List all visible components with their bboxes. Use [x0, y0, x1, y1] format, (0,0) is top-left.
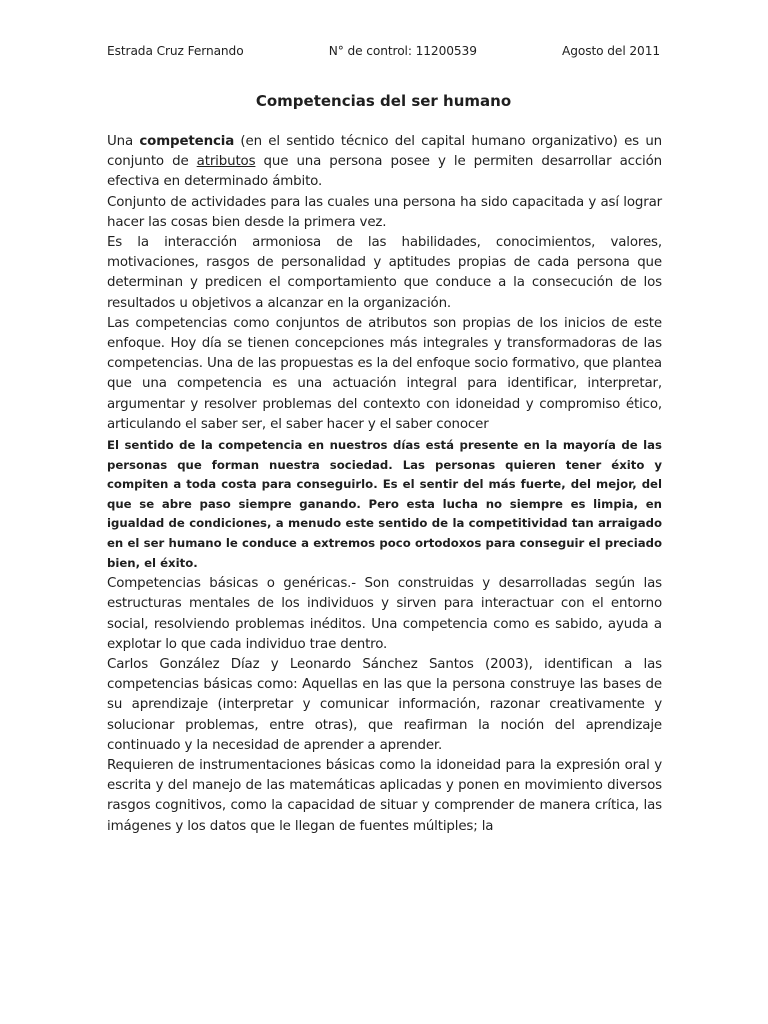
paragraph-1-a: Una: [107, 134, 140, 149]
page-header: [107, 44, 660, 58]
paragraph-1-c: (en el sentido técnico del capital humano organizativo) es un conjunto de: [107, 134, 662, 170]
author-name: Estrada Cruz Fernando: [107, 44, 244, 58]
paragraph-4: Las competencias como conjuntos de atributos son propias de los inicios de este enfoque. Hoy día se tienen concepciones más integrales y transformadoras de las competencias. Una de las propuestas es la del enfoque socio formativo, que plantea que una competencia es una actuación integral para identificar, interpretar, argumentar y resolver problemas del contexto con idoneidad y compromiso ético, articulando el saber ser, el saber hacer y el saber conocer: [107, 315, 662, 432]
paragraph-1-underlined-term: atributos: [196, 154, 256, 170]
page-title: Competencias del ser humano: [255, 92, 512, 110]
paragraph-6: Competencias básicas o genéricas.- Son construidas y desarrolladas según las estructuras mentales de los individuos y sirven para interactuar con el entorno social, resolviendo problemas inéditos. Una competencia como es sabido, ayuda a explotar lo que cada individuo trae dentro.: [107, 576, 662, 652]
paragraph-1: [107, 132, 662, 193]
paragraph-3: Es la interacción armoniosa de las habilidades, conocimientos, valores, motivaciones, rasgos de personalidad y aptitudes propias de cada persona que determinan y predicen el comportamiento que conduce a la consecución de los resultados u objetivos a alcanzar en la organización.: [107, 235, 662, 311]
paragraph-1-bold-term: competencia: [139, 134, 235, 149]
paragraph-2: Conjunto de actividades para las cuales una persona ha sido capacitada y así lograr hacer las cosas bien desde la primera vez.: [107, 194, 662, 230]
paragraph-8: Requieren de instrumentaciones básicas como la idoneidad para la expresión oral y escrita y del manejo de las matemáticas aplicadas y ponen en movimiento diversos rasgos cognitivos, como la capacidad de situar y comprender de manera crítica, las imágenes y los datos que le llegan de fuentes múltiples; la: [107, 758, 662, 834]
paragraph-1-e: que una persona posee y le permiten desarrollar acción efectiva en determinado ámbito.: [107, 154, 662, 190]
control-number: N° de control: 11200539: [328, 44, 477, 58]
document-date: Agosto del 2011: [562, 44, 660, 58]
paragraph-5-bold: El sentido de la competencia en nuestros días está presente en la mayoría de las personas que forman nuestra sociedad. Las personas quieren tener éxito y compiten a toda costa para conseguirlo. Es el sentir del más fuerte, del mejor, del que se abre paso siempre ganando. Pero esta lucha no siempre es limpia, en igualdad de condiciones, a menudo este sentido de la competitividad tan arraigado en el ser humano le conduce a extremos poco ortodoxos para conseguir el preciado bien, el éxito.: [107, 438, 662, 570]
paragraph-7: Carlos González Díaz y Leonardo Sánchez Santos (2003), identifican a las competencias básicas como: Aquellas en las que la persona construye las bases de su aprendizaje (interpretar y comunicar información, razonar creativamente y solucionar problemas, entre otras), que reafirman la noción del aprendizaje continuado y la necesidad de aprender a aprender.: [107, 657, 662, 753]
document-body: [107, 132, 662, 837]
